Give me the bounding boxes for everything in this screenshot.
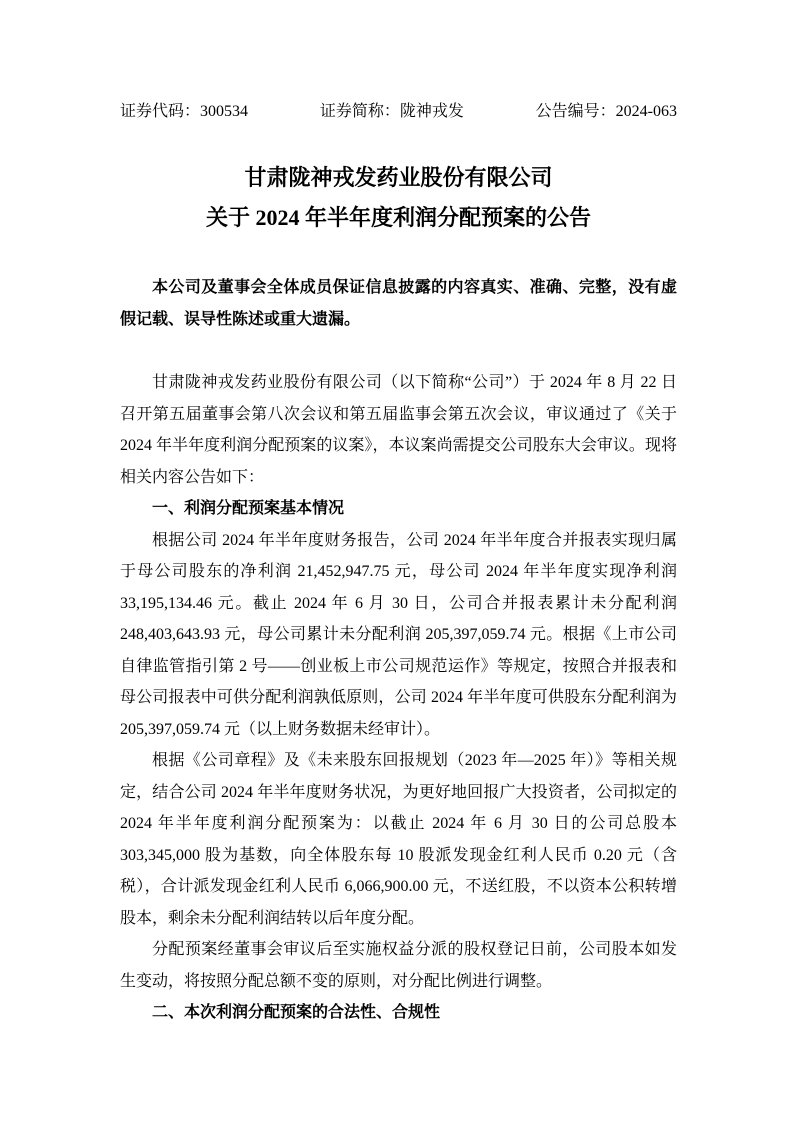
document-header — [120, 96, 677, 128]
announcement-number-label: 公告编号：2024-063 — [535, 103, 677, 120]
intro-paragraph: 甘肃陇神戎发药业股份有限公司（以下简称“公司”）于 2024 年 8 月 22 日召开第五届董事会第八次会议和第五届监事会第五次会议，审议通过了《关于 2024 年半年度利润分配预案的议案》，本议案尚需提交公司股东大会审议。现将相关内容公告如下： — [120, 374, 677, 486]
section-1-paragraph-3: 分配预案经董事会审议后至实施权益分派的股权登记日前，公司股本如发生变动，将按照分配总额不变的原则，对分配比例进行调整。 — [120, 941, 677, 990]
company-name-title: 甘肃陇神戎发药业股份有限公司 — [244, 165, 553, 190]
section-1-paragraph-1: 根据公司 2024 年半年度财务报告，公司 2024 年半年度合并报表实现归属于母公司股东的净利润 21,452,947.75 元，母公司 2024 年半年度实现净利润 33,195,134.46 元。截止 2024 年 6 月 30 日，公司合并报表累计未分配利润 248,403,643.93 元，母公司累计未分配利润 205,397,059.74 元。根据《上市公司自律监管指引第 2 号——创业板上市公司规范运作》等规定，按照合并报表和母公司报表中可供分配利润孰低原则，公司 2024 年半年度可供股东分配利润为 205,397,059.74 元（以上财务数据未经审计）。 — [120, 531, 677, 738]
section-1-paragraph-2: 根据《公司章程》及《未来股东回报规划（2023 年—2025 年）》等相关规定，结合公司 2024 年半年度财务状况，为更好地回报广大投资者，公司拟定的 2024 年半年度利润分配预案为：以截止 2024 年 6 月 30 日的公司总股本 303,345,000 股为基数，向全体股东每 10 股派发现金红利人民币 0.20 元（含税），合计派发现金红利人民币 6,066,900.00 元，不送红股，不以资本公积转增股本，剩余未分配利润结转以后年度分配。 — [120, 752, 677, 927]
stock-code-label: 证券代码：300534 — [120, 103, 249, 120]
section-1-heading: 一、利润分配预案基本情况 — [152, 500, 345, 517]
disclaimer-statement: 本公司及董事会全体成员保证信息披露的内容真实、准确、完整，没有虚假记载、误导性陈述或重大遗漏。 — [120, 279, 677, 328]
section-2-heading: 二、本次利润分配预案的合法性、合规性 — [152, 1004, 441, 1021]
stock-name-label: 证券简称：陇神戎发 — [319, 103, 464, 120]
announcement-title: 关于 2024 年半年度利润分配预案的公告 — [205, 205, 591, 230]
